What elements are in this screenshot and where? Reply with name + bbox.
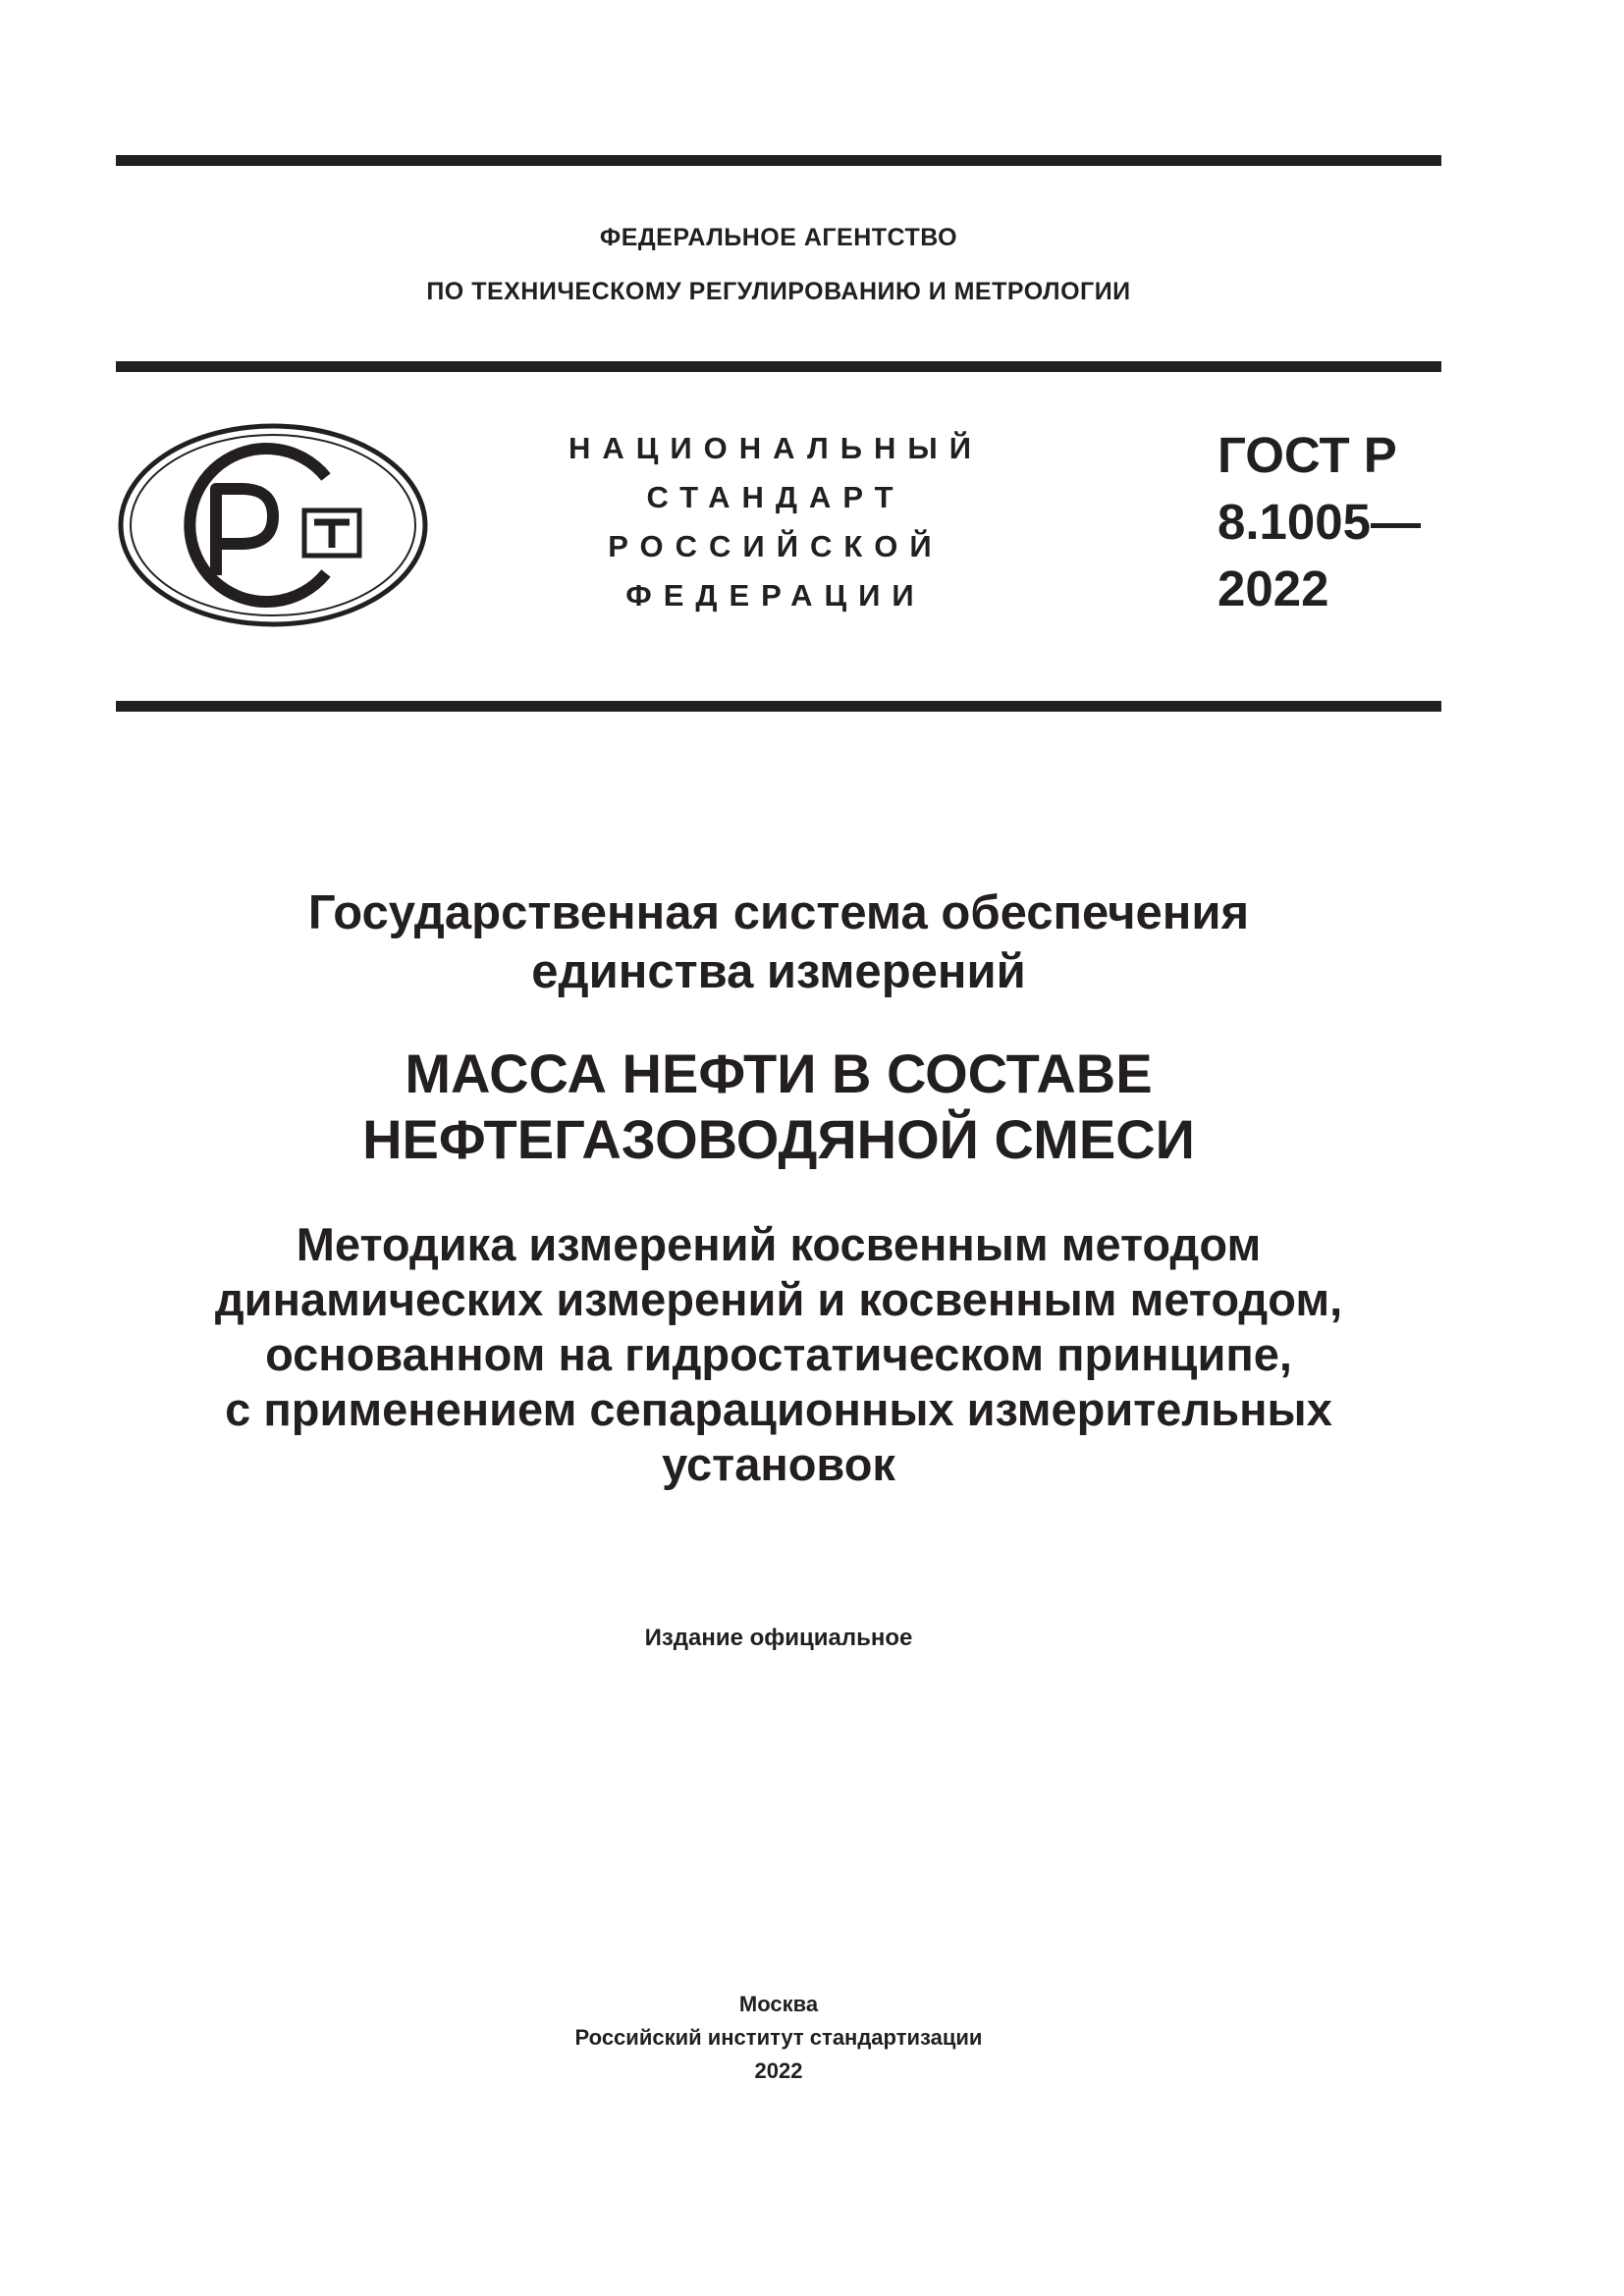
description-line2: динамических измерений и косвенным методом, <box>214 1273 1343 1325</box>
header-divider <box>116 361 1441 372</box>
header-bottom-rule <box>116 701 1441 712</box>
subject-line2: единства измерений <box>531 945 1026 998</box>
footer-year: 2022 <box>754 2058 803 2083</box>
designation-line2: 8.1005— <box>1218 494 1421 550</box>
subject-line1: Государственная система обеспечения <box>307 886 1250 939</box>
designation-line1: ГОСТ Р <box>1218 427 1397 483</box>
subject-heading <box>116 883 1441 1001</box>
description-line4: с применением сепарационных измерительных <box>225 1383 1332 1435</box>
standard-type-line1: НАЦИОНАЛЬНЫЙ <box>568 431 984 465</box>
standard-designation <box>1218 422 1421 622</box>
footer-city: Москва <box>738 1992 819 2016</box>
designation-line3: 2022 <box>1218 561 1329 616</box>
description-line3: основанном на гидростатическом принципе, <box>265 1328 1292 1380</box>
rst-logo-icon <box>116 420 430 631</box>
title-line2: НЕФТЕГАЗОВОДЯНОЙ СМЕСИ <box>362 1108 1195 1170</box>
footer-publisher: Российский институт стандартизации <box>574 2025 983 2050</box>
description-line1: Методика измерений косвенным методом <box>296 1218 1262 1270</box>
publication-footer <box>116 1988 1441 2088</box>
document-description <box>116 1217 1441 1492</box>
standard-type-line4: ФЕДЕРАЦИИ <box>625 578 926 613</box>
document-title <box>116 1041 1441 1172</box>
edition-label: Издание официальное <box>644 1625 913 1651</box>
agency-name-line1: ФЕДЕРАЛЬНОЕ АГЕНТСТВО <box>599 224 958 251</box>
description-line5: установок <box>662 1438 895 1490</box>
standard-type-line3: РОССИЙСКОЙ <box>608 529 944 563</box>
title-line1: МАССА НЕФТИ В СОСТАВЕ <box>405 1042 1153 1104</box>
standard-type-line2: СТАНДАРТ <box>646 480 905 514</box>
agency-name-line2: ПО ТЕХНИЧЕСКОМУ РЕГУЛИРОВАНИЮ И МЕТРОЛОГИИ <box>426 278 1131 305</box>
top-rule <box>116 155 1441 166</box>
